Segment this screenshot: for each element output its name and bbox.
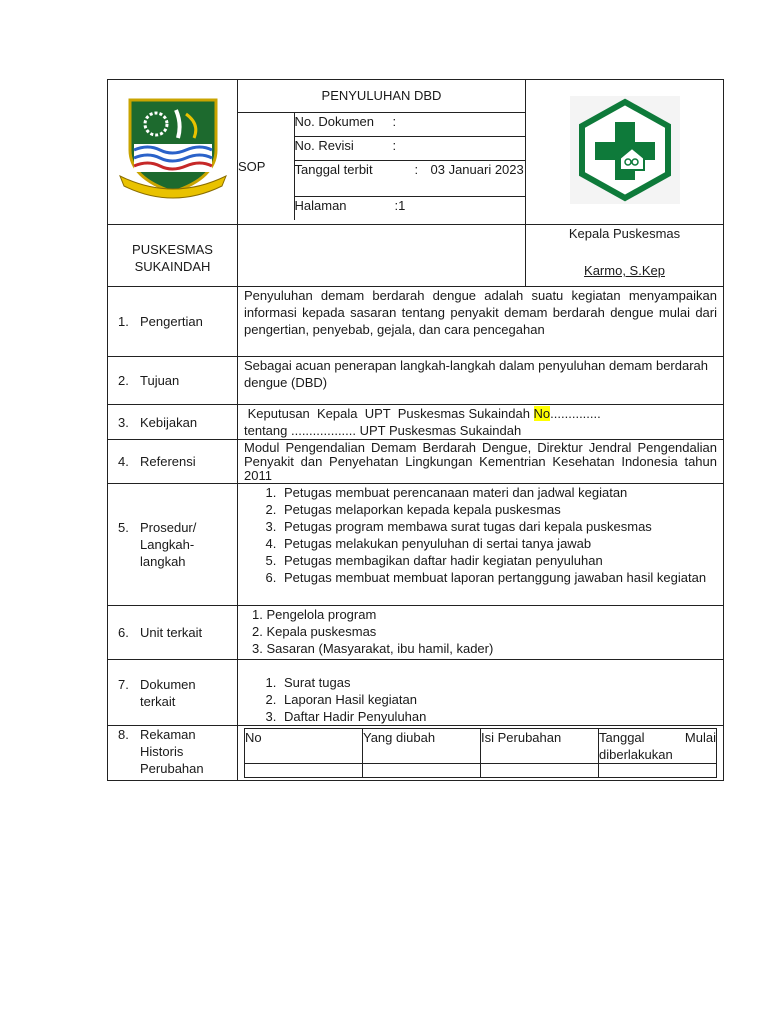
approver-cell: [526, 225, 724, 287]
section-label-referensi: 4. Referensi: [108, 440, 238, 484]
section-content-tujuan: Sebagai acuan penerapan langkah-langkah dalam penyuluhan demam berdarah dengue (DBD): [238, 357, 724, 405]
section-label-tujuan: 2. Tujuan: [108, 357, 238, 405]
section-label-unit-terkait: 6. Unit terkait: [108, 606, 238, 660]
revision-field: No. Revisi :: [294, 136, 525, 160]
puskesmas-logo-cell: [526, 80, 724, 225]
change-history-table: [244, 728, 717, 778]
highlighted-text: No: [533, 406, 551, 421]
section-label-rekaman-historis: 8. Rekaman Historis Perubahan: [108, 726, 238, 781]
approver-title: Kepala Puskesmas: [568, 226, 681, 241]
table-cell: [481, 764, 599, 778]
procedure-steps: [244, 484, 717, 586]
section-content-pengertian: Penyuluhan demam berdarah dengue adalah suatu kegiatan menyampaikan informasi kepada sasaran tentang penyakit demam berdarah dengue mulai dari pengertian, penyebab, gejala, dan cara pencegahan: [238, 287, 724, 357]
column-header-yang-diubah: Yang diubah: [363, 729, 481, 764]
page-field: Halaman :1: [294, 196, 525, 220]
sop-table: [107, 79, 724, 781]
header-info-table: [238, 80, 525, 220]
section-content-dokumen-terkait: [238, 660, 724, 726]
list-item: 3. Petugas program membawa surat tugas dari kepala puskesmas: [280, 518, 717, 535]
org-logo-cell: [108, 80, 238, 225]
section-label-dokumen-terkait: 7. Dokumen terkait: [108, 660, 238, 726]
section-content-unit-terkait: [238, 606, 724, 660]
column-header-tanggal: Tanggal Mulai diberlakukan: [599, 730, 716, 762]
column-header-no: No: [245, 729, 363, 764]
list-item: 2. Kepala puskesmas: [252, 624, 377, 639]
approver-name: Karmo, S.Kep: [584, 263, 665, 278]
list-item: 1. Pengelola program: [252, 607, 377, 622]
regency-crest-logo: [108, 80, 238, 220]
document-list: [244, 674, 717, 725]
section-label-prosedur: 5. Prosedur/ Langkah- langkah: [108, 484, 238, 606]
table-cell: [363, 764, 481, 778]
section-label-kebijakan: 3. Kebijakan: [108, 405, 238, 440]
table-cell: [599, 764, 717, 778]
section-label-pengertian: 1. Pengertian: [108, 287, 238, 357]
list-item: 1. Surat tugas: [280, 674, 717, 691]
list-item: 5. Petugas membagikan daftar hadir kegiatan penyuluhan: [280, 552, 717, 569]
list-item: 2. Petugas melaporkan kepada kepala puskesmas: [280, 501, 717, 518]
doc-number-field: No. Dokumen :: [294, 112, 525, 136]
list-item: 2. Laporan Hasil kegiatan: [280, 691, 717, 708]
org-name: PUSKESMAS SUKAINDAH: [108, 225, 238, 287]
document-title: PENYULUHAN DBD: [238, 80, 525, 112]
table-cell: [245, 764, 363, 778]
section-content-kebijakan: Keputusan Kepala UPT Puskesmas Sukaindah No.............. tentang .................. UPT Puskesmas Sukaindah: [238, 405, 724, 440]
list-item: 1. Petugas membuat perencanaan materi dan jadwal kegiatan: [280, 484, 717, 501]
list-item: 3. Daftar Hadir Penyuluhan: [280, 708, 717, 725]
list-item: 3. Sasaran (Masyarakat, ibu hamil, kader): [252, 641, 494, 656]
sop-document: [107, 79, 723, 781]
blank-cell: [238, 225, 526, 287]
issue-date-field: Tanggal terbit : 03 Januari 2023: [294, 160, 525, 196]
section-content-rekaman-historis: [238, 726, 724, 781]
list-item: 4. Petugas melakukan penyuluhan di sertai tanya jawab: [280, 535, 717, 552]
sop-label: SOP: [238, 112, 294, 220]
puskesmas-logo: [570, 96, 680, 204]
section-content-prosedur: [238, 484, 724, 606]
list-item: 6. Petugas membuat membuat laporan pertanggung jawaban hasil kegiatan: [280, 569, 717, 586]
section-content-referensi: Modul Pengendalian Demam Berdarah Dengue, Direktur Jendral Pengendalian Penyakit dan Penyehatan Lingkungan Kementrian Kesehatan Indonesia tahun 2011: [238, 440, 724, 484]
column-header-isi-perubahan: Isi Perubahan: [481, 729, 599, 764]
